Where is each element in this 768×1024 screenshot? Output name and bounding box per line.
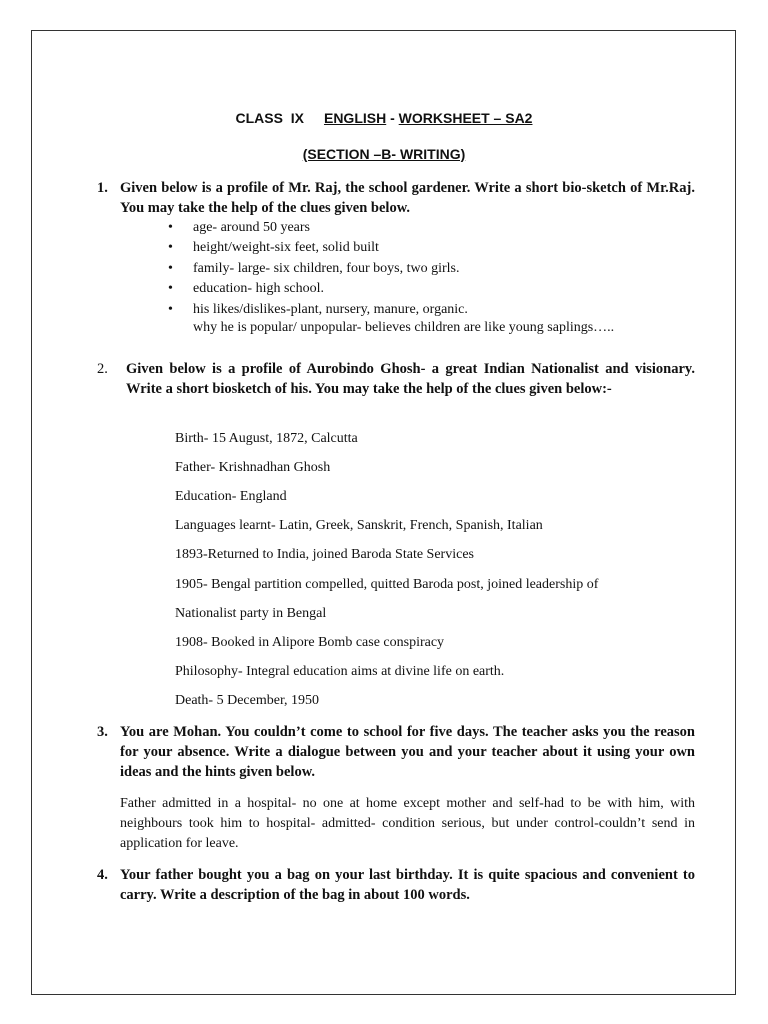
title-dash: - bbox=[386, 110, 399, 126]
question-2-clue: 1908- Booked in Alipore Bomb case conspiracy bbox=[175, 635, 445, 650]
question-2-clue: Birth- 15 August, 1872, Calcutta bbox=[175, 431, 358, 446]
worksheet-title bbox=[0, 110, 768, 126]
question-1 bbox=[97, 178, 695, 218]
list-item: • age- around 50 years bbox=[168, 218, 468, 238]
subject-label: ENGLISH bbox=[323, 110, 387, 126]
question-3 bbox=[97, 722, 695, 782]
question-2-clue: Languages learnt- Latin, Greek, Sanskrit, French, Spanish, Italian bbox=[175, 518, 543, 533]
question-1-clue-list bbox=[168, 218, 468, 320]
question-4-prompt: Your father bought you a bag on your last birthday. It is quite spacious and convenient to carry. Write a description of the bag in about 100 words. bbox=[120, 867, 695, 903]
question-2-clue: Father- Krishnadhan Ghosh bbox=[175, 460, 331, 475]
worksheet-label: WORKSHEET – SA2 bbox=[398, 110, 533, 126]
list-item: • family- large- six children, four boys, two girls. bbox=[168, 259, 468, 279]
question-1-prompt: Given below is a profile of Mr. Raj, the school gardener. Write a short bio-sketch of Mr.Raj. You may take the help of the clues given below. bbox=[120, 180, 695, 216]
bullet-icon: • bbox=[168, 301, 173, 317]
question-2-clue: Death- 5 December, 1950 bbox=[175, 693, 320, 708]
question-2-clue: 1893-Returned to India, joined Baroda State Services bbox=[175, 547, 474, 562]
section-title: (SECTION –B- WRITING) bbox=[302, 146, 466, 162]
question-3-hints: Father admitted in a hospital- no one at home except mother and self-had to be with him, with neighbours took him to hospital- admitted- condition serious, but under control-couldn’t send in application for leave. bbox=[120, 796, 695, 851]
question-4-number: 4. bbox=[97, 867, 108, 883]
question-4 bbox=[97, 865, 695, 905]
bullet-icon: • bbox=[168, 281, 173, 297]
list-item: • height/weight-six feet, solid built bbox=[168, 238, 468, 258]
list-item: • education- high school. bbox=[168, 279, 468, 299]
question-2 bbox=[97, 359, 695, 399]
list-item: • his likes/dislikes-plant, nursery, manure, organic. bbox=[168, 300, 468, 320]
question-2-number: 2. bbox=[97, 361, 108, 377]
question-2-prompt: Given below is a profile of Aurobindo Ghosh- a great Indian Nationalist and visionary. Write a short biosketch of his. You may take the help of the clues given below:- bbox=[126, 361, 695, 397]
question-3-prompt: You are Mohan. You couldn’t come to school for five days. The teacher asks you the reason for your absence. Write a dialogue between you and your teacher about it using your own ideas and the hints given below. bbox=[120, 724, 695, 780]
class-label: CLASS IX bbox=[235, 110, 304, 126]
question-2-clue: Education- England bbox=[175, 489, 287, 504]
question-2-clue: Philosophy- Integral education aims at divine life on earth. bbox=[175, 664, 505, 679]
question-2-clue: 1905- Bengal partition compelled, quitted Baroda post, joined leadership of bbox=[175, 577, 599, 592]
bullet-icon: • bbox=[168, 240, 173, 256]
question-1-extra-clue: why he is popular/ unpopular- believes children are like young saplings….. bbox=[193, 320, 615, 335]
bullet-icon: • bbox=[168, 220, 173, 235]
bullet-icon: • bbox=[168, 260, 173, 276]
question-2-clue: Nationalist party in Bengal bbox=[175, 606, 327, 621]
question-3-number: 3. bbox=[97, 724, 108, 740]
question-1-number: 1. bbox=[97, 180, 108, 196]
